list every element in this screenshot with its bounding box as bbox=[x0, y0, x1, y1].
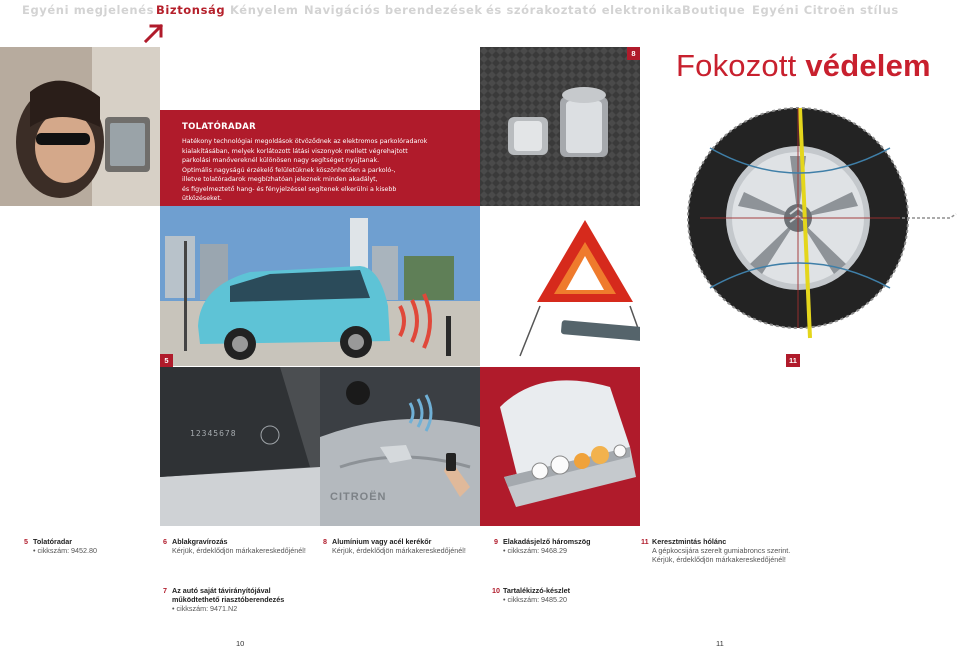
panel-line: illetve tolatóradarok megbízhatóan jeleznek minden akadályt, bbox=[182, 176, 378, 183]
wheel-lock-photo bbox=[480, 47, 640, 206]
title-regular: Fokozott bbox=[676, 48, 797, 83]
caption-line: • cikkszám: 9468.29 bbox=[503, 546, 568, 556]
page-number-right: 11 bbox=[716, 639, 724, 648]
nav-item-boutique[interactable]: Boutique bbox=[682, 3, 746, 17]
caption-title: Keresztmintás hólánc bbox=[652, 537, 727, 546]
caption-line: • cikkszám: 9452.80 bbox=[33, 546, 98, 556]
caption-number: 6 bbox=[163, 537, 167, 546]
panel-line: Hatékony technológiai megoldások ötvöződnek az elektromos parkolóradarok bbox=[182, 138, 428, 145]
caption-title: Az autó saját távirányítójával bbox=[172, 586, 271, 595]
badge-8: 8 bbox=[627, 47, 640, 60]
engraved-plate-number: 12345678 bbox=[190, 429, 237, 438]
caption-number: 9 bbox=[494, 537, 498, 546]
caption-7 bbox=[163, 586, 285, 614]
caption-line: • cikkszám: 9485.20 bbox=[503, 595, 568, 605]
window-engraving-photo bbox=[160, 367, 320, 526]
warning-triangle-photo bbox=[480, 206, 640, 368]
nav-item-citroen-style[interactable]: Egyéni Citroën stílus bbox=[752, 3, 899, 17]
snow-chain-photo bbox=[640, 88, 960, 368]
nav-item-entertainment[interactable]: és szórakoztató elektronika bbox=[486, 3, 683, 17]
category-nav bbox=[0, 0, 960, 20]
caption-title: Alumínium vagy acél kerékőr bbox=[332, 537, 432, 546]
panel-heading: TOLATÓRADAR bbox=[182, 122, 256, 132]
caption-8 bbox=[323, 537, 466, 556]
woman-mirror-photo bbox=[0, 47, 160, 206]
caption-line: Kérjük, érdeklődjön márkakereskedőjénél! bbox=[332, 546, 466, 556]
caption-5 bbox=[24, 537, 98, 556]
page-number-left: 10 bbox=[236, 639, 245, 648]
parking-radar-panel bbox=[160, 110, 480, 206]
title-bold: védelem bbox=[805, 48, 931, 83]
caption-line: Kérjük, érdeklődjön márkakereskedőjénél! bbox=[652, 555, 786, 565]
nav-item-custom-look[interactable]: Egyéni megjelenés bbox=[22, 3, 155, 17]
caption-title: Tartalékizzó-készlet bbox=[503, 586, 570, 595]
caption-number: 5 bbox=[24, 537, 28, 546]
caption-line: A gépkocsijára szerelt gumiabroncs szerint. bbox=[652, 546, 791, 556]
nav-item-comfort[interactable]: Kényelem bbox=[230, 3, 299, 17]
caption-number: 11 bbox=[641, 537, 649, 546]
caption-number: 8 bbox=[323, 537, 327, 546]
panel-line: ütközéseket. bbox=[182, 195, 222, 202]
nav-item-navigation[interactable]: Navigációs berendezések bbox=[304, 3, 483, 17]
caption-title: Ablakgravírozás bbox=[172, 537, 228, 546]
caption-title: Tolatóradar bbox=[33, 537, 73, 546]
caption-9 bbox=[494, 537, 591, 556]
caption-title: működtethető riasztóberendezés bbox=[172, 595, 285, 605]
alarm-photo bbox=[320, 367, 480, 526]
panel-text bbox=[182, 137, 467, 204]
car-brand-label: CITROËN bbox=[330, 491, 387, 503]
panel-line: és figyelmeztető hang- és fényjelzéssel segítenek elkerülni a kisebb bbox=[182, 185, 397, 193]
page-title bbox=[676, 48, 931, 84]
panel-line: Optimális nagyságú érzékelő felületüknek köszönhetően a parkoló-, bbox=[182, 166, 396, 174]
nav-item-safety[interactable]: Biztonság bbox=[156, 3, 226, 17]
panel-line: kialakításában, melyek korlátozott látási viszonyok mellett végrehajtott bbox=[182, 147, 408, 155]
badge-11: 11 bbox=[786, 354, 800, 367]
caption-6 bbox=[163, 537, 306, 556]
caption-line: • cikkszám: 9471.N2 bbox=[172, 604, 238, 614]
caption-line: Kérjük, érdeklődjön márkakereskedőjénél! bbox=[172, 546, 306, 556]
badge-5: 5 bbox=[160, 354, 173, 367]
arrow-icon bbox=[143, 22, 165, 44]
parking-radar-photo bbox=[160, 206, 480, 366]
caption-11 bbox=[641, 537, 791, 565]
panel-line: parkolási manővereknél különösen nagy segítséget nyújtanak. bbox=[182, 157, 380, 164]
caption-title: Elakadásjelző háromszög bbox=[503, 537, 591, 546]
caption-10 bbox=[492, 586, 570, 605]
caption-number: 7 bbox=[163, 586, 167, 595]
bulb-kit-photo bbox=[480, 367, 640, 526]
caption-number: 10 bbox=[492, 586, 500, 595]
